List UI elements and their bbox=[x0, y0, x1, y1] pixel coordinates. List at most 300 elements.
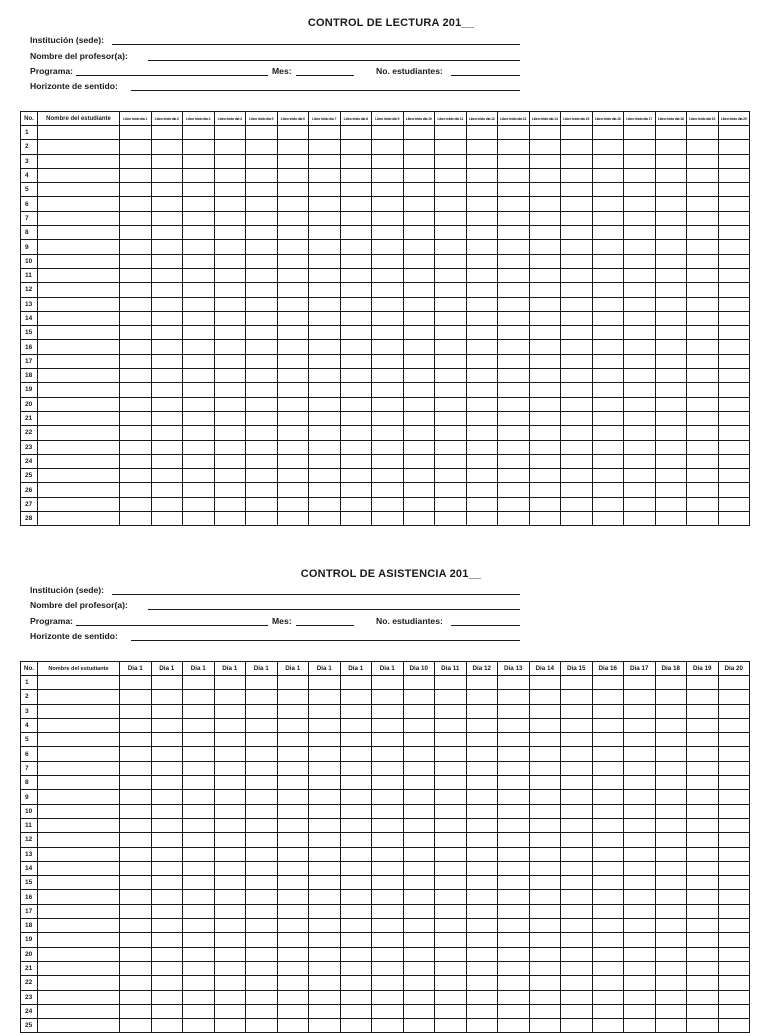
day-cell[interactable] bbox=[214, 733, 246, 747]
day-cell[interactable] bbox=[309, 483, 341, 497]
day-cell[interactable] bbox=[246, 847, 278, 861]
day-cell[interactable] bbox=[655, 512, 687, 526]
day-cell[interactable] bbox=[403, 976, 435, 990]
day-cell[interactable] bbox=[687, 990, 719, 1004]
day-cell[interactable] bbox=[561, 326, 593, 340]
day-cell[interactable] bbox=[277, 861, 309, 875]
day-cell[interactable] bbox=[183, 818, 215, 832]
day-cell[interactable] bbox=[592, 154, 624, 168]
day-cell[interactable] bbox=[183, 268, 215, 282]
day-cell[interactable] bbox=[120, 183, 152, 197]
day-cell[interactable] bbox=[561, 961, 593, 975]
day-cell[interactable] bbox=[687, 1004, 719, 1018]
day-cell[interactable] bbox=[435, 197, 467, 211]
day-cell[interactable] bbox=[120, 676, 152, 690]
day-cell[interactable] bbox=[561, 354, 593, 368]
day-cell[interactable] bbox=[372, 747, 404, 761]
day-cell[interactable] bbox=[529, 297, 561, 311]
day-cell[interactable] bbox=[624, 311, 656, 325]
day-cell[interactable] bbox=[529, 890, 561, 904]
day-cell[interactable] bbox=[403, 919, 435, 933]
day-cell[interactable] bbox=[466, 340, 498, 354]
day-cell[interactable] bbox=[151, 154, 183, 168]
day-cell[interactable] bbox=[120, 226, 152, 240]
day-cell[interactable] bbox=[214, 933, 246, 947]
student-name-cell[interactable] bbox=[38, 1019, 120, 1033]
day-cell[interactable] bbox=[498, 426, 530, 440]
day-cell[interactable] bbox=[183, 311, 215, 325]
day-cell[interactable] bbox=[687, 761, 719, 775]
day-cell[interactable] bbox=[561, 919, 593, 933]
student-name-cell[interactable] bbox=[38, 268, 120, 282]
day-cell[interactable] bbox=[498, 340, 530, 354]
day-cell[interactable] bbox=[183, 733, 215, 747]
day-cell[interactable] bbox=[372, 904, 404, 918]
day-cell[interactable] bbox=[120, 933, 152, 947]
day-cell[interactable] bbox=[372, 676, 404, 690]
day-cell[interactable] bbox=[592, 976, 624, 990]
day-cell[interactable] bbox=[466, 454, 498, 468]
day-cell[interactable] bbox=[435, 761, 467, 775]
day-cell[interactable] bbox=[435, 154, 467, 168]
day-cell[interactable] bbox=[120, 126, 152, 140]
day-cell[interactable] bbox=[561, 947, 593, 961]
day-cell[interactable] bbox=[309, 919, 341, 933]
day-cell[interactable] bbox=[561, 426, 593, 440]
day-cell[interactable] bbox=[529, 676, 561, 690]
day-cell[interactable] bbox=[466, 168, 498, 182]
day-cell[interactable] bbox=[498, 704, 530, 718]
day-cell[interactable] bbox=[435, 226, 467, 240]
day-cell[interactable] bbox=[309, 497, 341, 511]
day-cell[interactable] bbox=[561, 168, 593, 182]
day-cell[interactable] bbox=[561, 818, 593, 832]
day-cell[interactable] bbox=[309, 411, 341, 425]
day-cell[interactable] bbox=[687, 861, 719, 875]
day-cell[interactable] bbox=[246, 197, 278, 211]
day-cell[interactable] bbox=[120, 718, 152, 732]
day-cell[interactable] bbox=[277, 790, 309, 804]
day-cell[interactable] bbox=[151, 483, 183, 497]
day-cell[interactable] bbox=[592, 168, 624, 182]
day-cell[interactable] bbox=[655, 904, 687, 918]
day-cell[interactable] bbox=[277, 1004, 309, 1018]
day-cell[interactable] bbox=[435, 168, 467, 182]
day-cell[interactable] bbox=[309, 718, 341, 732]
day-cell[interactable] bbox=[498, 833, 530, 847]
day-cell[interactable] bbox=[529, 383, 561, 397]
day-cell[interactable] bbox=[561, 497, 593, 511]
day-cell[interactable] bbox=[466, 776, 498, 790]
day-cell[interactable] bbox=[498, 847, 530, 861]
day-cell[interactable] bbox=[403, 676, 435, 690]
day-cell[interactable] bbox=[151, 440, 183, 454]
day-cell[interactable] bbox=[372, 168, 404, 182]
day-cell[interactable] bbox=[246, 411, 278, 425]
day-cell[interactable] bbox=[687, 369, 719, 383]
day-cell[interactable] bbox=[466, 197, 498, 211]
day-cell[interactable] bbox=[561, 747, 593, 761]
day-cell[interactable] bbox=[624, 440, 656, 454]
day-cell[interactable] bbox=[372, 718, 404, 732]
day-cell[interactable] bbox=[403, 469, 435, 483]
day-cell[interactable] bbox=[372, 833, 404, 847]
day-cell[interactable] bbox=[277, 240, 309, 254]
day-cell[interactable] bbox=[277, 747, 309, 761]
student-name-cell[interactable] bbox=[38, 297, 120, 311]
day-cell[interactable] bbox=[151, 861, 183, 875]
day-cell[interactable] bbox=[151, 804, 183, 818]
day-cell[interactable] bbox=[151, 211, 183, 225]
lectura-horizonte-line[interactable] bbox=[131, 90, 520, 91]
day-cell[interactable] bbox=[120, 747, 152, 761]
day-cell[interactable] bbox=[340, 761, 372, 775]
day-cell[interactable] bbox=[592, 1019, 624, 1033]
day-cell[interactable] bbox=[277, 283, 309, 297]
student-name-cell[interactable] bbox=[38, 890, 120, 904]
day-cell[interactable] bbox=[372, 1004, 404, 1018]
day-cell[interactable] bbox=[183, 790, 215, 804]
day-cell[interactable] bbox=[655, 990, 687, 1004]
day-cell[interactable] bbox=[372, 861, 404, 875]
day-cell[interactable] bbox=[246, 512, 278, 526]
day-cell[interactable] bbox=[403, 690, 435, 704]
day-cell[interactable] bbox=[498, 861, 530, 875]
day-cell[interactable] bbox=[592, 383, 624, 397]
day-cell[interactable] bbox=[120, 919, 152, 933]
day-cell[interactable] bbox=[624, 168, 656, 182]
day-cell[interactable] bbox=[687, 790, 719, 804]
day-cell[interactable] bbox=[214, 512, 246, 526]
day-cell[interactable] bbox=[246, 790, 278, 804]
day-cell[interactable] bbox=[529, 397, 561, 411]
student-name-cell[interactable] bbox=[38, 426, 120, 440]
day-cell[interactable] bbox=[498, 197, 530, 211]
day-cell[interactable] bbox=[687, 961, 719, 975]
day-cell[interactable] bbox=[340, 776, 372, 790]
day-cell[interactable] bbox=[309, 676, 341, 690]
day-cell[interactable] bbox=[592, 497, 624, 511]
day-cell[interactable] bbox=[655, 818, 687, 832]
day-cell[interactable] bbox=[498, 904, 530, 918]
day-cell[interactable] bbox=[120, 833, 152, 847]
day-cell[interactable] bbox=[498, 354, 530, 368]
day-cell[interactable] bbox=[151, 833, 183, 847]
day-cell[interactable] bbox=[687, 197, 719, 211]
day-cell[interactable] bbox=[151, 876, 183, 890]
day-cell[interactable] bbox=[718, 718, 750, 732]
day-cell[interactable] bbox=[529, 747, 561, 761]
day-cell[interactable] bbox=[246, 383, 278, 397]
day-cell[interactable] bbox=[340, 676, 372, 690]
day-cell[interactable] bbox=[151, 512, 183, 526]
day-cell[interactable] bbox=[214, 326, 246, 340]
day-cell[interactable] bbox=[309, 454, 341, 468]
day-cell[interactable] bbox=[592, 226, 624, 240]
day-cell[interactable] bbox=[687, 383, 719, 397]
day-cell[interactable] bbox=[372, 240, 404, 254]
day-cell[interactable] bbox=[718, 776, 750, 790]
day-cell[interactable] bbox=[529, 1019, 561, 1033]
day-cell[interactable] bbox=[183, 961, 215, 975]
day-cell[interactable] bbox=[529, 268, 561, 282]
day-cell[interactable] bbox=[309, 804, 341, 818]
day-cell[interactable] bbox=[183, 904, 215, 918]
day-cell[interactable] bbox=[120, 154, 152, 168]
day-cell[interactable] bbox=[529, 961, 561, 975]
day-cell[interactable] bbox=[309, 226, 341, 240]
day-cell[interactable] bbox=[151, 283, 183, 297]
day-cell[interactable] bbox=[151, 818, 183, 832]
day-cell[interactable] bbox=[466, 440, 498, 454]
day-cell[interactable] bbox=[718, 211, 750, 225]
day-cell[interactable] bbox=[246, 1004, 278, 1018]
day-cell[interactable] bbox=[655, 268, 687, 282]
day-cell[interactable] bbox=[687, 211, 719, 225]
day-cell[interactable] bbox=[529, 904, 561, 918]
day-cell[interactable] bbox=[718, 704, 750, 718]
day-cell[interactable] bbox=[403, 512, 435, 526]
day-cell[interactable] bbox=[718, 183, 750, 197]
day-cell[interactable] bbox=[561, 876, 593, 890]
day-cell[interactable] bbox=[561, 126, 593, 140]
day-cell[interactable] bbox=[655, 776, 687, 790]
day-cell[interactable] bbox=[529, 283, 561, 297]
day-cell[interactable] bbox=[246, 397, 278, 411]
day-cell[interactable] bbox=[498, 211, 530, 225]
day-cell[interactable] bbox=[309, 340, 341, 354]
day-cell[interactable] bbox=[309, 776, 341, 790]
day-cell[interactable] bbox=[246, 440, 278, 454]
day-cell[interactable] bbox=[466, 961, 498, 975]
day-cell[interactable] bbox=[655, 961, 687, 975]
day-cell[interactable] bbox=[214, 676, 246, 690]
day-cell[interactable] bbox=[120, 947, 152, 961]
day-cell[interactable] bbox=[183, 397, 215, 411]
day-cell[interactable] bbox=[309, 847, 341, 861]
day-cell[interactable] bbox=[498, 761, 530, 775]
day-cell[interactable] bbox=[246, 676, 278, 690]
day-cell[interactable] bbox=[372, 804, 404, 818]
day-cell[interactable] bbox=[466, 469, 498, 483]
day-cell[interactable] bbox=[372, 283, 404, 297]
day-cell[interactable] bbox=[403, 833, 435, 847]
day-cell[interactable] bbox=[718, 990, 750, 1004]
day-cell[interactable] bbox=[529, 497, 561, 511]
day-cell[interactable] bbox=[120, 483, 152, 497]
day-cell[interactable] bbox=[718, 226, 750, 240]
day-cell[interactable] bbox=[655, 890, 687, 904]
day-cell[interactable] bbox=[277, 718, 309, 732]
day-cell[interactable] bbox=[529, 126, 561, 140]
day-cell[interactable] bbox=[309, 690, 341, 704]
day-cell[interactable] bbox=[246, 311, 278, 325]
day-cell[interactable] bbox=[246, 876, 278, 890]
day-cell[interactable] bbox=[498, 818, 530, 832]
day-cell[interactable] bbox=[718, 311, 750, 325]
day-cell[interactable] bbox=[277, 497, 309, 511]
day-cell[interactable] bbox=[214, 211, 246, 225]
day-cell[interactable] bbox=[372, 776, 404, 790]
day-cell[interactable] bbox=[529, 947, 561, 961]
asistencia-profesor-line[interactable] bbox=[148, 609, 520, 610]
day-cell[interactable] bbox=[561, 154, 593, 168]
day-cell[interactable] bbox=[592, 704, 624, 718]
day-cell[interactable] bbox=[498, 254, 530, 268]
day-cell[interactable] bbox=[246, 211, 278, 225]
day-cell[interactable] bbox=[687, 283, 719, 297]
day-cell[interactable] bbox=[718, 976, 750, 990]
day-cell[interactable] bbox=[151, 240, 183, 254]
day-cell[interactable] bbox=[435, 676, 467, 690]
day-cell[interactable] bbox=[718, 890, 750, 904]
day-cell[interactable] bbox=[561, 676, 593, 690]
day-cell[interactable] bbox=[624, 197, 656, 211]
day-cell[interactable] bbox=[340, 154, 372, 168]
day-cell[interactable] bbox=[655, 676, 687, 690]
day-cell[interactable] bbox=[435, 454, 467, 468]
day-cell[interactable] bbox=[309, 183, 341, 197]
day-cell[interactable] bbox=[246, 890, 278, 904]
day-cell[interactable] bbox=[214, 804, 246, 818]
day-cell[interactable] bbox=[718, 469, 750, 483]
day-cell[interactable] bbox=[309, 168, 341, 182]
day-cell[interactable] bbox=[529, 211, 561, 225]
student-name-cell[interactable] bbox=[38, 990, 120, 1004]
day-cell[interactable] bbox=[561, 790, 593, 804]
day-cell[interactable] bbox=[277, 254, 309, 268]
day-cell[interactable] bbox=[655, 933, 687, 947]
day-cell[interactable] bbox=[403, 497, 435, 511]
student-name-cell[interactable] bbox=[38, 240, 120, 254]
day-cell[interactable] bbox=[309, 297, 341, 311]
day-cell[interactable] bbox=[183, 297, 215, 311]
day-cell[interactable] bbox=[277, 383, 309, 397]
day-cell[interactable] bbox=[183, 690, 215, 704]
day-cell[interactable] bbox=[277, 197, 309, 211]
day-cell[interactable] bbox=[561, 283, 593, 297]
day-cell[interactable] bbox=[466, 383, 498, 397]
day-cell[interactable] bbox=[435, 140, 467, 154]
day-cell[interactable] bbox=[687, 690, 719, 704]
day-cell[interactable] bbox=[592, 283, 624, 297]
day-cell[interactable] bbox=[718, 761, 750, 775]
day-cell[interactable] bbox=[277, 890, 309, 904]
day-cell[interactable] bbox=[403, 283, 435, 297]
day-cell[interactable] bbox=[151, 168, 183, 182]
day-cell[interactable] bbox=[151, 1004, 183, 1018]
day-cell[interactable] bbox=[435, 876, 467, 890]
day-cell[interactable] bbox=[529, 718, 561, 732]
day-cell[interactable] bbox=[372, 140, 404, 154]
day-cell[interactable] bbox=[687, 933, 719, 947]
day-cell[interactable] bbox=[592, 804, 624, 818]
day-cell[interactable] bbox=[718, 197, 750, 211]
day-cell[interactable] bbox=[214, 904, 246, 918]
day-cell[interactable] bbox=[151, 747, 183, 761]
day-cell[interactable] bbox=[466, 297, 498, 311]
day-cell[interactable] bbox=[151, 497, 183, 511]
day-cell[interactable] bbox=[561, 340, 593, 354]
day-cell[interactable] bbox=[435, 268, 467, 282]
day-cell[interactable] bbox=[466, 497, 498, 511]
day-cell[interactable] bbox=[340, 833, 372, 847]
day-cell[interactable] bbox=[655, 454, 687, 468]
day-cell[interactable] bbox=[624, 326, 656, 340]
day-cell[interactable] bbox=[687, 454, 719, 468]
day-cell[interactable] bbox=[655, 747, 687, 761]
day-cell[interactable] bbox=[655, 297, 687, 311]
day-cell[interactable] bbox=[340, 397, 372, 411]
day-cell[interactable] bbox=[340, 126, 372, 140]
day-cell[interactable] bbox=[435, 254, 467, 268]
day-cell[interactable] bbox=[340, 340, 372, 354]
student-name-cell[interactable] bbox=[38, 776, 120, 790]
day-cell[interactable] bbox=[372, 919, 404, 933]
day-cell[interactable] bbox=[624, 283, 656, 297]
day-cell[interactable] bbox=[655, 761, 687, 775]
day-cell[interactable] bbox=[151, 354, 183, 368]
day-cell[interactable] bbox=[151, 676, 183, 690]
day-cell[interactable] bbox=[624, 804, 656, 818]
student-name-cell[interactable] bbox=[38, 919, 120, 933]
day-cell[interactable] bbox=[309, 876, 341, 890]
day-cell[interactable] bbox=[183, 383, 215, 397]
day-cell[interactable] bbox=[151, 761, 183, 775]
day-cell[interactable] bbox=[277, 961, 309, 975]
day-cell[interactable] bbox=[372, 847, 404, 861]
day-cell[interactable] bbox=[687, 833, 719, 847]
day-cell[interactable] bbox=[340, 469, 372, 483]
day-cell[interactable] bbox=[561, 861, 593, 875]
day-cell[interactable] bbox=[214, 961, 246, 975]
day-cell[interactable] bbox=[529, 833, 561, 847]
day-cell[interactable] bbox=[466, 354, 498, 368]
day-cell[interactable] bbox=[246, 976, 278, 990]
day-cell[interactable] bbox=[372, 512, 404, 526]
day-cell[interactable] bbox=[214, 226, 246, 240]
day-cell[interactable] bbox=[529, 254, 561, 268]
day-cell[interactable] bbox=[151, 183, 183, 197]
day-cell[interactable] bbox=[687, 140, 719, 154]
day-cell[interactable] bbox=[340, 976, 372, 990]
day-cell[interactable] bbox=[183, 183, 215, 197]
day-cell[interactable] bbox=[151, 933, 183, 947]
day-cell[interactable] bbox=[592, 426, 624, 440]
day-cell[interactable] bbox=[435, 483, 467, 497]
day-cell[interactable] bbox=[687, 126, 719, 140]
day-cell[interactable] bbox=[246, 297, 278, 311]
lectura-institucion-line[interactable] bbox=[112, 44, 520, 45]
day-cell[interactable] bbox=[718, 411, 750, 425]
day-cell[interactable] bbox=[529, 197, 561, 211]
day-cell[interactable] bbox=[655, 704, 687, 718]
day-cell[interactable] bbox=[435, 818, 467, 832]
day-cell[interactable] bbox=[277, 933, 309, 947]
day-cell[interactable] bbox=[403, 776, 435, 790]
day-cell[interactable] bbox=[372, 197, 404, 211]
day-cell[interactable] bbox=[403, 1004, 435, 1018]
day-cell[interactable] bbox=[498, 961, 530, 975]
day-cell[interactable] bbox=[214, 747, 246, 761]
day-cell[interactable] bbox=[372, 254, 404, 268]
day-cell[interactable] bbox=[151, 340, 183, 354]
day-cell[interactable] bbox=[655, 311, 687, 325]
day-cell[interactable] bbox=[403, 704, 435, 718]
day-cell[interactable] bbox=[624, 483, 656, 497]
day-cell[interactable] bbox=[372, 183, 404, 197]
day-cell[interactable] bbox=[561, 512, 593, 526]
